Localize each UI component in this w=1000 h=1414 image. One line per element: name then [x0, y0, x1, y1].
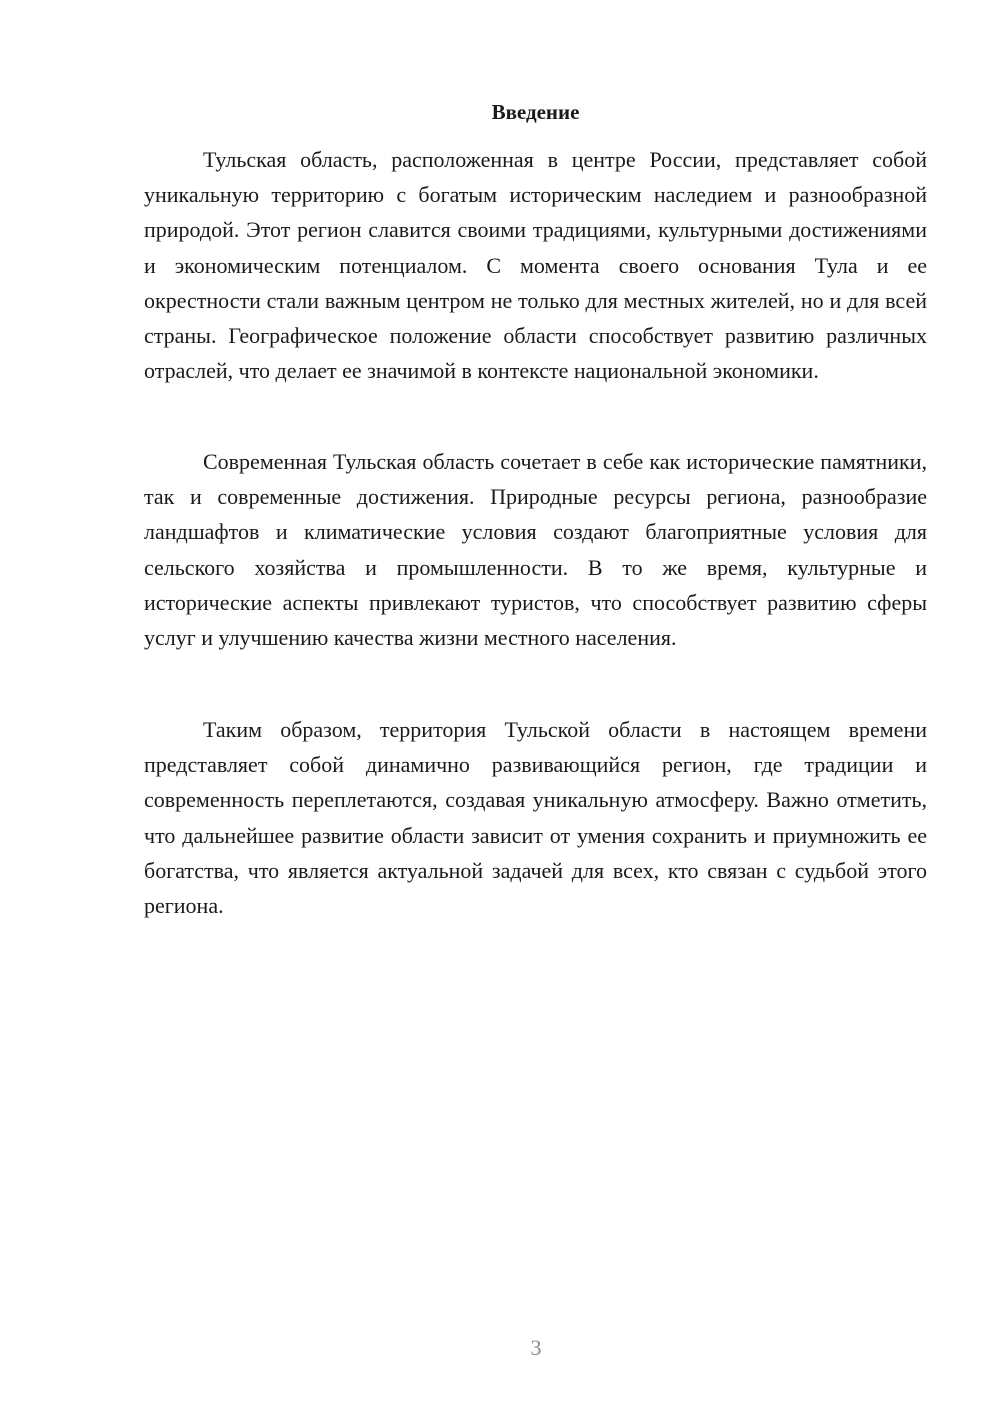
- paragraph-modern-region: Современная Тульская область сочетает в себе как исторические памятники, так и современные достижения. Природные ресурсы региона, разнообразие ландшафтов и климатические условия создают благоприятные условия для сельского хозяйства и промышленности. В то же время, культурные и исторические аспекты привлекают туристов, что способствует развитию сферы услуг и улучшению качества жизни местного населения.: [144, 449, 927, 651]
- page-number: 3: [530, 1335, 542, 1360]
- paragraph-intro: Тульская область, расположенная в центре России, представляет собой уникальную территорию с богатым историческим наследием и разнообразной природой. Этот регион славится своими традициями, культурными достижениями и экономическим потенциалом. С момента своего основания Тула и ее окрестности стали важным центром не только для местных жителей, но и для всей страны. Географическое положение области способствует развитию различных отраслей, что делает ее значимой в контексте национальной экономики.: [144, 147, 927, 384]
- section-heading: Введение: [491, 100, 580, 124]
- paragraph-conclusion: Таким образом, территория Тульской области в настоящем времени представляет собой динамично развивающийся регион, где традиции и современность переплетаются, создавая уникальную атмосферу. Важно отметить, что дальнейшее развитие области зависит от умения сохранить и приумножить ее богатства, что является актуальной задачей для всех, кто связан с судьбой этого региона.: [144, 717, 927, 919]
